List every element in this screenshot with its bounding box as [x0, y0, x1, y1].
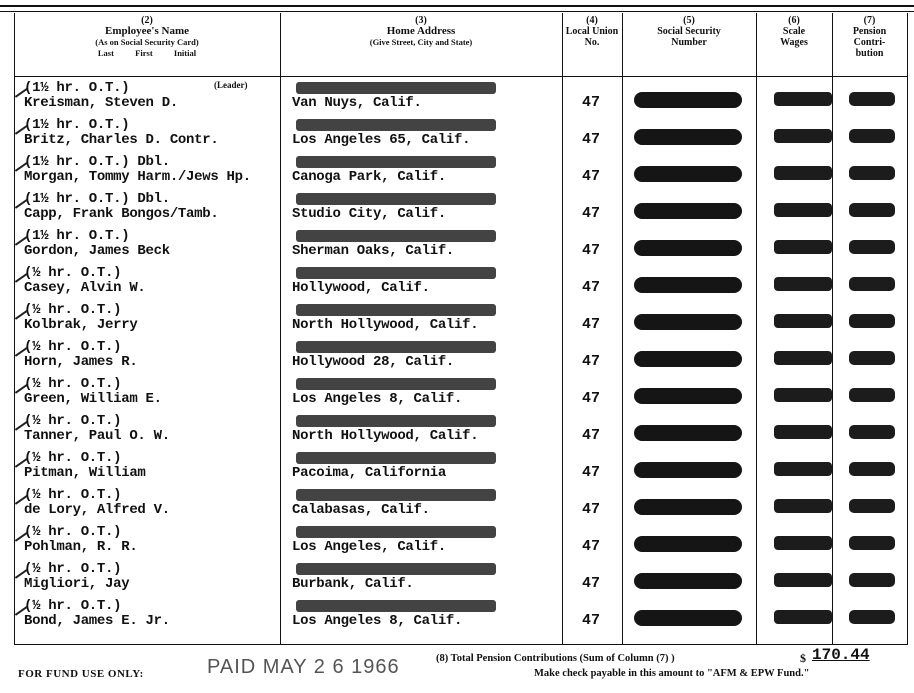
employee-name: Tanner, Paul O. W.	[24, 428, 170, 444]
redaction-street	[296, 378, 496, 390]
employee-name: Bond, James E. Jr.	[24, 613, 170, 629]
redaction-street	[296, 230, 496, 242]
col-number: (6)	[788, 15, 800, 26]
bottom-rule	[14, 644, 908, 645]
redaction-wage	[774, 203, 832, 217]
employee-name: Kolbrak, Jerry	[24, 317, 138, 333]
table-row	[14, 450, 908, 483]
employee-name: Horn, James R.	[24, 354, 138, 370]
top-rule	[0, 5, 914, 12]
redaction-street	[296, 563, 496, 575]
redaction-ssn	[634, 240, 742, 256]
redaction-street	[296, 82, 496, 94]
home-address: Studio City, Calif.	[292, 206, 446, 222]
redaction-street	[296, 526, 496, 538]
overtime-note: (½ hr. O.T.)	[24, 561, 122, 577]
redaction-wage	[774, 240, 832, 254]
redaction-ssn	[634, 573, 742, 589]
col-subtitle: (As on Social Security Card)	[95, 37, 199, 47]
local-union-number: 47	[581, 205, 600, 222]
employee-name: Kreisman, Steven D.	[24, 95, 178, 111]
col-title: Local Union No.	[565, 26, 619, 48]
redaction-ssn	[634, 129, 742, 145]
header-local-union	[562, 15, 622, 48]
home-address: North Hollywood, Calif.	[292, 428, 479, 444]
col-subtitle: (Give Street, City and State)	[369, 37, 473, 47]
table-row	[14, 228, 908, 261]
redaction-ssn	[634, 203, 742, 219]
overtime-note: (½ hr. O.T.)	[24, 598, 122, 614]
redaction-pension	[849, 277, 895, 291]
employee-name: Migliori, Jay	[24, 576, 130, 592]
employee-name: Capp, Frank Bongos/Tamb.	[24, 206, 219, 222]
paid-stamp: PAID MAY 2 6 1966	[207, 656, 400, 678]
table-row	[14, 487, 908, 520]
redaction-ssn	[634, 92, 742, 108]
redaction-street	[296, 341, 496, 353]
redaction-street	[296, 452, 496, 464]
redaction-pension	[849, 240, 895, 254]
table-row	[14, 154, 908, 187]
overtime-note: (1½ hr. O.T.) Dbl.	[24, 191, 170, 207]
home-address: Burbank, Calif.	[292, 576, 414, 592]
redaction-pension	[849, 388, 895, 402]
home-address: Los Angeles 8, Calif.	[292, 613, 463, 629]
redaction-wage	[774, 166, 832, 180]
table-row	[14, 561, 908, 594]
payable-instruction: Make check payable in this amount to "AFM & EPW Fund."	[534, 668, 810, 679]
header-employee-name	[14, 15, 280, 59]
redaction-pension	[849, 129, 895, 143]
overtime-note: (1½ hr. O.T.) Dbl.	[24, 154, 170, 170]
redaction-street	[296, 304, 496, 316]
redaction-wage	[774, 536, 832, 550]
redaction-ssn	[634, 425, 742, 441]
home-address: Los Angeles, Calif.	[292, 539, 446, 555]
redaction-pension	[849, 573, 895, 587]
redaction-wage	[774, 388, 832, 402]
header-home-address	[280, 15, 562, 48]
contribution-table	[14, 13, 908, 645]
local-union-number: 47	[581, 390, 600, 407]
local-union-number: 47	[581, 575, 600, 592]
header-scale-wages	[756, 15, 832, 48]
table-row	[14, 191, 908, 224]
employee-name: de Lory, Alfred V.	[24, 502, 170, 518]
local-union-number: 47	[581, 94, 600, 111]
home-address: Los Angeles 8, Calif.	[292, 391, 463, 407]
redaction-wage	[774, 92, 832, 106]
local-union-number: 47	[581, 464, 600, 481]
local-union-number: 47	[581, 316, 600, 333]
table-row	[14, 376, 908, 409]
redaction-wage	[774, 351, 832, 365]
home-address: Canoga Park, Calif.	[292, 169, 446, 185]
table-row	[14, 265, 908, 298]
redaction-pension	[849, 610, 895, 624]
redaction-ssn	[634, 277, 742, 293]
col-title: Home Address	[386, 25, 456, 37]
redaction-ssn	[634, 462, 742, 478]
home-address: North Hollywood, Calif.	[292, 317, 479, 333]
redaction-street	[296, 193, 496, 205]
local-union-number: 47	[581, 427, 600, 444]
leader-tag: (Leader)	[214, 80, 248, 90]
redaction-pension	[849, 203, 895, 217]
redaction-pension	[849, 499, 895, 513]
overtime-note: (1½ hr. O.T.)	[24, 80, 130, 96]
col-number: (3)	[415, 15, 427, 26]
local-union-number: 47	[581, 168, 600, 185]
redaction-street	[296, 156, 496, 168]
overtime-note: (1½ hr. O.T.)	[24, 228, 130, 244]
col-title: Social Security Number	[657, 26, 721, 48]
fund-use-label: FOR FUND USE ONLY:	[18, 668, 144, 680]
dollar-sign: $	[800, 651, 806, 665]
redaction-street	[296, 267, 496, 279]
overtime-note: (½ hr. O.T.)	[24, 450, 122, 466]
table-row	[14, 302, 908, 335]
overtime-note: (½ hr. O.T.)	[24, 487, 122, 503]
employee-name: Britz, Charles D. Contr.	[24, 132, 219, 148]
total-pension-label: (8) Total Pension Contributions (Sum of Column (7) )	[436, 653, 675, 664]
redaction-street	[296, 119, 496, 131]
overtime-note: (½ hr. O.T.)	[24, 302, 122, 318]
table-row	[14, 339, 908, 372]
employee-name: Pohlman, R. R.	[24, 539, 138, 555]
redaction-wage	[774, 610, 832, 624]
redaction-ssn	[634, 166, 742, 182]
redaction-ssn	[634, 499, 742, 515]
header-pension-contribution	[832, 15, 907, 59]
table-row	[14, 413, 908, 446]
redaction-wage	[774, 129, 832, 143]
header-social-security	[622, 15, 756, 48]
col-title: Employee's Name	[104, 25, 189, 37]
table-row	[14, 117, 908, 150]
col-parts: Last First Initial	[97, 48, 197, 58]
employee-name: Morgan, Tommy Harm./Jews Hp.	[24, 169, 251, 185]
overtime-note: (1½ hr. O.T.)	[24, 117, 130, 133]
overtime-note: (½ hr. O.T.)	[24, 413, 122, 429]
overtime-note: (½ hr. O.T.)	[24, 265, 122, 281]
redaction-wage	[774, 314, 832, 328]
redaction-ssn	[634, 314, 742, 330]
overtime-note: (½ hr. O.T.)	[24, 524, 122, 540]
redaction-wage	[774, 499, 832, 513]
employee-name: Green, William E.	[24, 391, 162, 407]
local-union-number: 47	[581, 131, 600, 148]
employee-name: Gordon, James Beck	[24, 243, 170, 259]
table-row	[14, 524, 908, 557]
home-address: Los Angeles 65, Calif.	[292, 132, 471, 148]
employee-name: Casey, Alvin W.	[24, 280, 146, 296]
overtime-note: (½ hr. O.T.)	[24, 376, 122, 392]
total-pension-amount: 170.44	[812, 646, 870, 664]
table-row	[14, 80, 908, 113]
redaction-street	[296, 600, 496, 612]
home-address: Hollywood 28, Calif.	[292, 354, 455, 370]
local-union-number: 47	[581, 242, 600, 259]
col-title: Scale Wages	[780, 26, 808, 48]
redaction-pension	[849, 425, 895, 439]
redaction-ssn	[634, 388, 742, 404]
home-address: Hollywood, Calif.	[292, 280, 430, 296]
local-union-number: 47	[581, 612, 600, 629]
local-union-number: 47	[581, 501, 600, 518]
overtime-note: (½ hr. O.T.)	[24, 339, 122, 355]
redaction-ssn	[634, 351, 742, 367]
col-title: Pension Contri- bution	[852, 26, 887, 59]
col-number: (2)	[141, 15, 153, 26]
redaction-wage	[774, 462, 832, 476]
redaction-street	[296, 489, 496, 501]
col-number: (4)	[586, 15, 598, 26]
redaction-pension	[849, 92, 895, 106]
redaction-wage	[774, 425, 832, 439]
redaction-ssn	[634, 536, 742, 552]
header-rule	[14, 76, 908, 77]
redaction-pension	[849, 351, 895, 365]
redaction-wage	[774, 573, 832, 587]
col-number: (7)	[863, 15, 876, 26]
employee-name: Pitman, William	[24, 465, 146, 481]
redaction-pension	[849, 462, 895, 476]
redaction-street	[296, 415, 496, 427]
table-row	[14, 598, 908, 631]
redaction-wage	[774, 277, 832, 291]
redaction-pension	[849, 314, 895, 328]
col-number: (5)	[683, 15, 695, 26]
redaction-pension	[849, 166, 895, 180]
redaction-ssn	[634, 610, 742, 626]
local-union-number: 47	[581, 353, 600, 370]
home-address: Sherman Oaks, Calif.	[292, 243, 455, 259]
home-address: Van Nuys, Calif.	[292, 95, 422, 111]
redaction-pension	[849, 536, 895, 550]
local-union-number: 47	[581, 279, 600, 296]
home-address: Pacoima, California	[292, 465, 446, 481]
home-address: Calabasas, Calif.	[292, 502, 430, 518]
local-union-number: 47	[581, 538, 600, 555]
